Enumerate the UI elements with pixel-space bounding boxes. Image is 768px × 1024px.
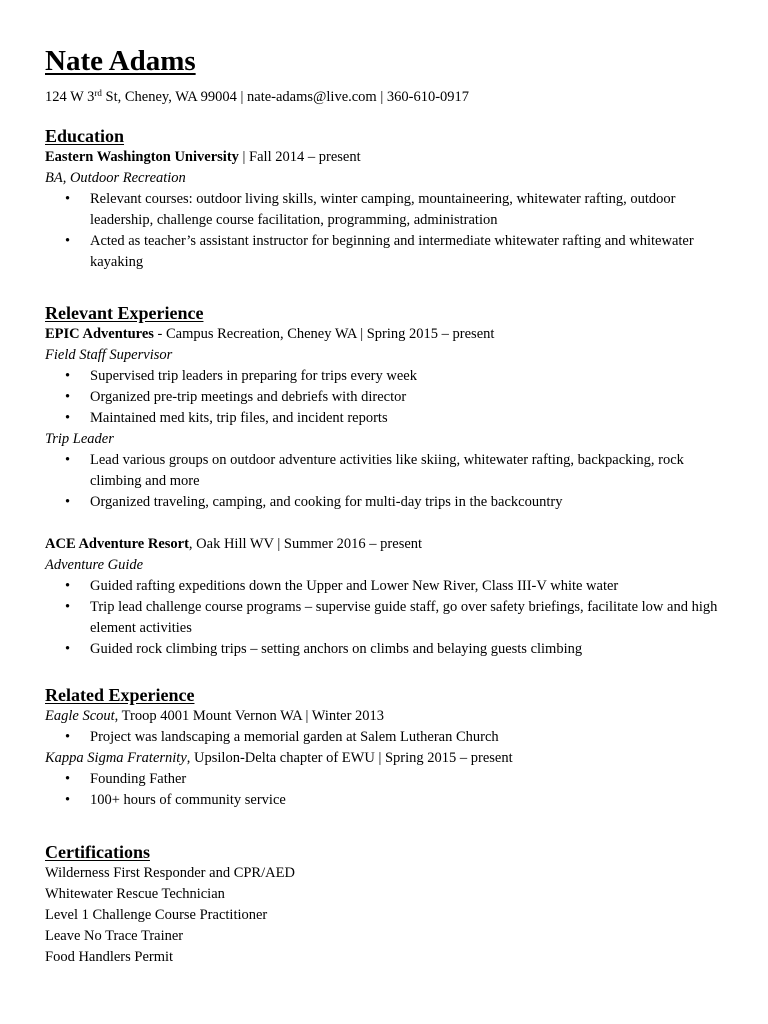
list-item: • Acted as teacher’s assistant instructor for beginning and intermediate whitewater rafting and whitewater kayaking — [65, 233, 694, 270]
address-rest: St, Cheney, WA 99004 | nate-adams@live.com | 360-610-0917 — [101, 89, 470, 105]
bullet-icon: • — [65, 792, 71, 808]
list-item: • Organized traveling, camping, and cooking for multi-day trips in the backcountry — [45, 492, 735, 513]
bullet-icon: • — [65, 410, 71, 426]
bullet-icon: • — [65, 578, 71, 594]
list-item: • Maintained med kits, trip files, and incident reports — [45, 408, 735, 429]
relevant-experience-section — [45, 302, 735, 660]
education-bullets — [45, 189, 735, 273]
bullet-icon: • — [65, 452, 71, 468]
bullet-icon: • — [65, 771, 71, 787]
certification-item: Whitewater Rescue Technician — [45, 886, 225, 902]
activity-name: Kappa Sigma Fraternity — [45, 750, 187, 766]
education-section — [45, 125, 735, 273]
address-start: 124 W 3 — [45, 89, 95, 105]
education-heading: Education — [45, 126, 125, 146]
certification-item: Level 1 Challenge Course Practitioner — [45, 907, 268, 923]
bullet-icon: • — [65, 389, 71, 405]
job-ace-line — [45, 534, 735, 555]
list-item: • Lead various groups on outdoor adventure activities like skiing, whitewater rafting, backpacking, rock climbing and more — [65, 452, 684, 489]
relevant-experience-heading: Relevant Experience — [45, 303, 204, 323]
list-item: • Founding Father — [45, 769, 735, 790]
school-name: Eastern Washington University — [45, 149, 239, 165]
eagle-scout-line — [45, 706, 735, 727]
org-name: EPIC Adventures — [45, 326, 154, 342]
candidate-name: Nate Adams — [45, 45, 196, 77]
role-title: Adventure Guide — [45, 557, 144, 573]
education-school-line — [45, 147, 735, 168]
related-experience-heading: Related Experience — [45, 685, 195, 705]
bullet-icon: • — [65, 729, 71, 745]
org-detail: - Campus Recreation, Cheney WA | Spring 2015 – present — [153, 326, 495, 342]
list-item: • Trip lead challenge course programs – supervise guide staff, go over safety briefings, facilitate low and high element activities — [65, 599, 718, 636]
spacer — [45, 513, 735, 534]
list-item: • Supervised trip leaders in preparing for trips every week — [45, 366, 735, 387]
school-dates: | Fall 2014 – present — [238, 149, 361, 165]
certification-item: Leave No Trace Trainer — [45, 928, 184, 944]
activity-name: Eagle Scout — [45, 708, 115, 724]
activity-bullets — [45, 727, 735, 748]
role-bullets — [45, 576, 735, 660]
list-item: • Guided rock climbing trips – setting anchors on climbs and belaying guests climbing — [45, 639, 735, 660]
list-item: • 100+ hours of community service — [45, 790, 735, 811]
certifications-section — [45, 841, 735, 968]
role-bullets — [45, 450, 735, 513]
degree: BA, Outdoor Recreation — [45, 170, 186, 186]
activity-bullets — [45, 769, 735, 811]
activity-detail: , Upsilon-Delta chapter of EWU | Spring 2015 – present — [186, 750, 513, 766]
address-superscript: rd — [94, 88, 102, 98]
bullet-icon: • — [65, 191, 71, 207]
org-name: ACE Adventure Resort — [45, 536, 189, 552]
org-detail: , Oak Hill WV | Summer 2016 – present — [188, 536, 423, 552]
role-bullets — [45, 366, 735, 429]
certification-item: Wilderness First Responder and CPR/AED — [45, 865, 295, 881]
contact-line — [45, 84, 469, 106]
bullet-icon: • — [65, 599, 71, 615]
list-item: • Guided rafting expeditions down the Upper and Lower New River, Class III-V white water — [45, 576, 735, 597]
list-item: • Project was landscaping a memorial garden at Salem Lutheran Church — [45, 727, 735, 748]
bullet-icon: • — [65, 494, 71, 510]
related-experience-section — [45, 684, 735, 811]
role-title: Field Staff Supervisor — [45, 347, 173, 363]
certifications-heading: Certifications — [45, 842, 150, 862]
activity-detail: , Troop 4001 Mount Vernon WA | Winter 2013 — [114, 708, 385, 724]
list-item: • Organized pre-trip meetings and debriefs with director — [45, 387, 735, 408]
job-epic-line — [45, 324, 735, 345]
certification-item: Food Handlers Permit — [45, 949, 174, 965]
fraternity-line — [45, 748, 735, 769]
bullet-icon: • — [65, 368, 71, 384]
list-item: • Relevant courses: outdoor living skills, winter camping, mountaineering, whitewater rafting, outdoor leadership, challenge course facilitation, programming, administration — [65, 191, 676, 228]
role-title: Trip Leader — [45, 431, 114, 447]
bullet-icon: • — [65, 233, 71, 249]
bullet-icon: • — [65, 641, 71, 657]
